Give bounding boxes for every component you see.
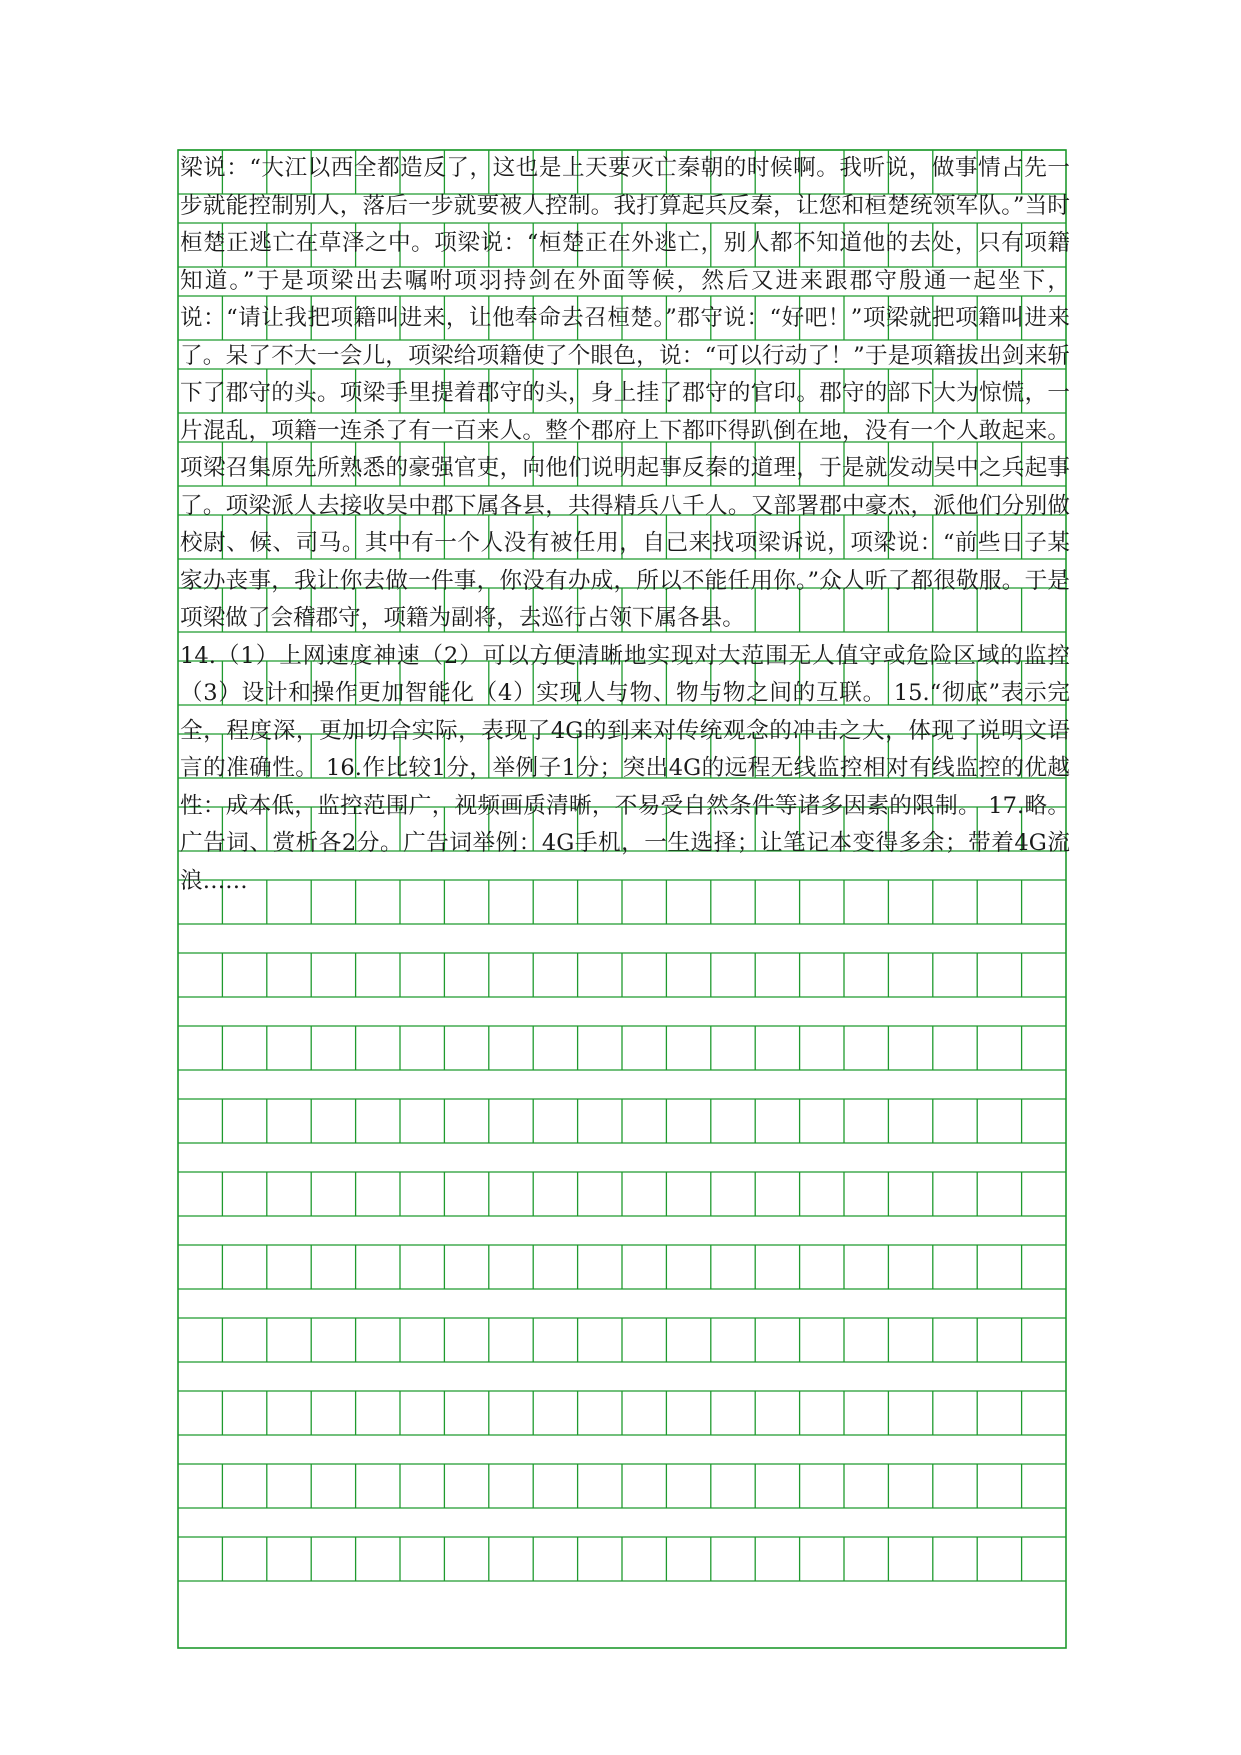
translation-paragraph: 梁说：“大江以西全都造反了，这也是上天要灭亡秦朝的时候啊。我听说，做事情占先一步就能控制别人，落后一步就要被人控制。我打算起兵反秦，让您和桓楚统领军队。”当时桓楚正逃亡在草泽之中。项梁说：“桓楚正在外逃亡，别人都不知道他的去处，只有项籍知道。”于是项梁出去嘱咐项羽持剑在外面等候，然后又进来跟郡守殷通一起坐下，说：“请让我把项籍叫进来，让他奉命去召桓楚。”郡守说：“好吧！”项梁就把项籍叫进来了。呆了不大一会儿，项梁给项籍使了个眼色，说：“可以行动了！”于是项籍拔出剑来斩下了郡守的头。项梁手里提着郡守的头，身上挂了郡守的官印。郡守的部下大为惊慌，一片混乱，项籍一连杀了有一百来人。整个郡府上下都吓得趴倒在地，没有一个人敢起来。项梁召集原先所熟悉的豪强官吏，向他们说明起事反秦的道理，于是就发动吴中之兵起事了。项梁派人去接收吴中郡下属各县，共得精兵八千人。又部署郡中豪杰，派他们分别做校尉、候、司马。其中有一个人没有被任用，自己来找项梁诉说，项梁说：“前些日子某家办丧事，我让你去做一件事，你没有办成，所以不能任用你。”众人听了都很敬服。于是项梁做了会稽郡守，项籍为副将，去巡行占领下属各县。 [180, 155, 1070, 631]
answers-paragraph: 14.（1）上网速度神速（2）可以方便清晰地实现对大范围无人值守或危险区域的监控 （3）设计和操作更加智能化（4）实现人与物、物与物之间的互联。 15.“彻底”表示完全，程度深，更加切合实际，表现了4G的到来对传统观念的冲击之大，体现了说明文语言的准确性。 16.作比较1分，举例子1分；突出4G的远程无线监控相对有线监控的优越性：成本低，监控范围广，视频画质清晰，不易受自然条件等诸多因素的限制。 17.略。广告词、赏析各2分。广告词举例：4G手机，一生选择；让笔记本变得多余；带着4G流浪…… [180, 642, 1070, 894]
answer-text-block [180, 150, 1070, 900]
